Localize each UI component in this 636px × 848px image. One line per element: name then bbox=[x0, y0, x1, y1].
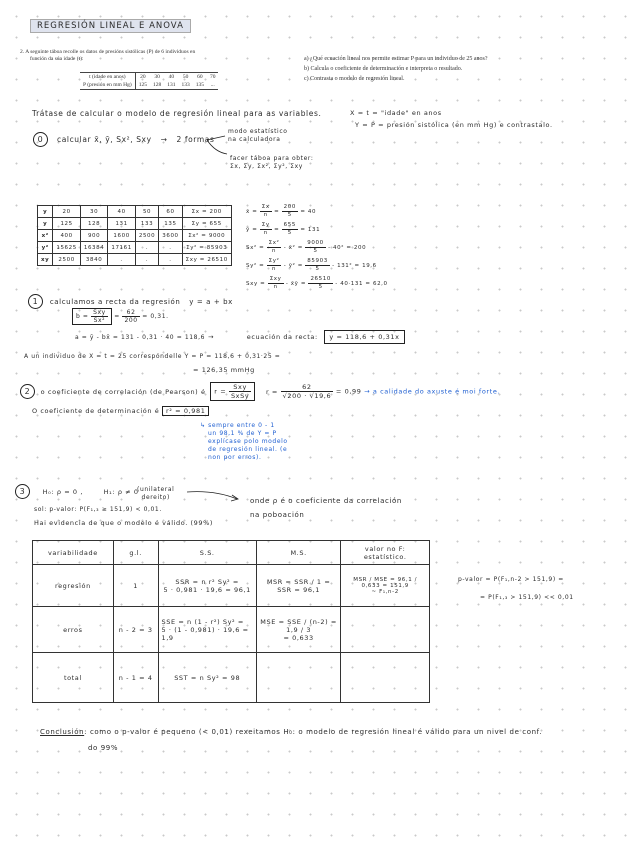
ybar-lhs: ȳ = bbox=[246, 227, 258, 233]
xbar-formula bbox=[246, 204, 388, 219]
t-value: 50 bbox=[182, 74, 189, 80]
denominator: 5 bbox=[318, 284, 323, 290]
numerator: 26510 bbox=[310, 276, 331, 282]
p-value: 133 bbox=[181, 82, 190, 88]
way1-line1: modo estatístico bbox=[228, 128, 288, 135]
rho-note bbox=[250, 494, 402, 522]
b-lhs: b = bbox=[76, 313, 89, 320]
sxy-formula bbox=[246, 276, 388, 291]
p-value: 135 bbox=[195, 82, 204, 88]
denominator: n bbox=[273, 284, 278, 290]
numerator: 85903 bbox=[307, 258, 328, 264]
variable-y: Y = P = presión sistólica (en mm Hg) e contrastalo. bbox=[355, 121, 553, 129]
anova-gl: 1 bbox=[113, 565, 158, 607]
p-value-line-2: = P(F₁,₃ > 151,9) << 0,01 bbox=[480, 594, 574, 601]
r-result: = 0,99 bbox=[335, 387, 362, 396]
denominator: 5 bbox=[287, 212, 292, 218]
solution: sol: p-valor: P(F₁,₃ ≥ 151,9) < 0,01. bbox=[34, 506, 162, 513]
statement-line-1: 2. A seguinte táboa recolle os datos de presións sistólicas (P) de 6 individuos en bbox=[20, 49, 196, 55]
intro-line: Trátase de calcular o modelo de regresión lineal para as variables. bbox=[32, 109, 322, 118]
equals: = bbox=[274, 227, 280, 233]
cell: 50 bbox=[135, 206, 158, 218]
denominator: 200 bbox=[124, 317, 138, 324]
sy2-mid: - ȳ² = bbox=[283, 263, 303, 269]
anova-header: variabilidade bbox=[33, 541, 114, 565]
cell: 1600 bbox=[108, 230, 136, 242]
step0-number: 0 bbox=[33, 132, 48, 147]
problem-table bbox=[80, 72, 218, 90]
problem-table-row bbox=[80, 81, 218, 90]
numerator: Σx² bbox=[268, 240, 280, 246]
calc-row bbox=[38, 230, 232, 242]
cell: . bbox=[159, 242, 182, 254]
cell: 135 bbox=[159, 218, 182, 230]
det-note-3: explícase polo modelo bbox=[208, 438, 288, 445]
ybar-formula bbox=[246, 222, 388, 237]
problem-questions bbox=[304, 54, 488, 84]
problem-table-row bbox=[80, 73, 218, 82]
numerator: Σy bbox=[261, 222, 270, 228]
fraction bbox=[282, 222, 298, 237]
f-line: MSR / MSE = 96,1 / 0,633 = 151,9 bbox=[353, 576, 418, 589]
b-box bbox=[72, 308, 112, 325]
fraction bbox=[305, 240, 325, 255]
anova-header: S.S. bbox=[158, 541, 256, 565]
recta-box: y = 118,6 + 0,31x bbox=[324, 330, 404, 344]
det-note-2: un 98,1 % de Y = P bbox=[208, 430, 277, 437]
anova-row-regression bbox=[33, 565, 430, 607]
p-value-note bbox=[458, 571, 574, 607]
recta bbox=[208, 330, 405, 344]
cell: . bbox=[108, 254, 136, 266]
denominator: 5 bbox=[287, 230, 292, 236]
cell: y bbox=[38, 206, 53, 218]
anova-ss bbox=[158, 607, 256, 653]
ss-line: 5 · (1 - 0,981) · 19,6 = bbox=[161, 625, 249, 634]
p-value: 131 bbox=[167, 82, 176, 88]
numerator: 62 bbox=[122, 309, 139, 317]
step1 bbox=[28, 294, 233, 309]
fraction bbox=[308, 276, 333, 291]
regression-formula: y = a + bx bbox=[189, 298, 233, 306]
way2-line1: facer táboa para obter: bbox=[230, 155, 314, 162]
numerator: Sxy bbox=[229, 383, 251, 392]
denominator: √200 · √19,6 bbox=[282, 392, 332, 400]
cell: y² bbox=[38, 242, 53, 254]
ms-line: MSE = SSE / (n-2) = 1,9 / 3 bbox=[260, 617, 337, 634]
denominator: 5 bbox=[315, 266, 320, 272]
numerator: 62 bbox=[281, 383, 334, 392]
sy2-formula bbox=[246, 258, 388, 273]
det-note-4: de regresión lineal. (e bbox=[208, 446, 288, 453]
anova-gl: n - 1 = 4 bbox=[113, 653, 158, 703]
calc-row bbox=[38, 206, 232, 218]
denominator: n bbox=[272, 248, 277, 254]
determination bbox=[32, 406, 209, 416]
arrow-icon: → bbox=[208, 333, 215, 341]
cell: 131 bbox=[108, 218, 136, 230]
fraction bbox=[267, 240, 282, 255]
h1-note-2: dereito) bbox=[141, 494, 170, 501]
problem-statement bbox=[20, 49, 260, 63]
cell: . bbox=[135, 254, 158, 266]
t-value: 30 bbox=[154, 74, 160, 80]
step0 bbox=[33, 132, 214, 147]
equals: = bbox=[114, 313, 120, 320]
p-value-line-1: p-valor = P(F₁,n-2 > 151,9) = bbox=[458, 576, 564, 583]
cell: 125 bbox=[53, 218, 81, 230]
cell: 60 bbox=[159, 206, 182, 218]
cell: 17161 bbox=[108, 242, 136, 254]
xbar-result: = 40 bbox=[300, 209, 317, 215]
cell: 3600 bbox=[159, 230, 182, 242]
r-note: → a calidade do axuste é moi forte. bbox=[364, 387, 501, 396]
anova-ms-empty bbox=[256, 653, 340, 703]
cell: 40 bbox=[108, 206, 136, 218]
sy2-lhs: Sy² = bbox=[246, 263, 265, 269]
step0-text: calcular x̄, ȳ, Sx², Sxy bbox=[56, 135, 152, 144]
fraction bbox=[260, 204, 272, 219]
h1-note bbox=[137, 486, 174, 502]
numerator: Σx bbox=[261, 204, 270, 210]
p-value: 125 bbox=[138, 82, 147, 88]
fraction bbox=[281, 383, 334, 400]
estimate-result: = 126,35 mmHg bbox=[193, 366, 255, 374]
branch-arrows-icon bbox=[205, 132, 229, 158]
conclusion bbox=[40, 724, 605, 756]
det-note bbox=[200, 422, 288, 462]
way1 bbox=[228, 128, 287, 144]
det-note-5: non por erros). bbox=[208, 454, 262, 461]
cell: 2500 bbox=[135, 230, 158, 242]
anova-label: erros bbox=[33, 607, 114, 653]
sx2-result: - 40² = 200 bbox=[328, 245, 367, 251]
statement-line-2: función da súa idade (t): bbox=[30, 56, 84, 62]
anova-ms bbox=[256, 607, 340, 653]
anova-label: total bbox=[33, 653, 114, 703]
cell: 400 bbox=[53, 230, 81, 242]
page-title bbox=[30, 19, 191, 33]
fraction bbox=[260, 222, 272, 237]
anova-f-empty bbox=[341, 653, 430, 703]
conclusion-text: : como o p-valor é pequeno (< 0,01) rexeitamos H₀: o modelo de regresión lineal é válido para un nivel de conf. bbox=[84, 728, 543, 736]
anova-ss: SST = n Sy² = 98 bbox=[158, 653, 256, 703]
stats-block bbox=[246, 204, 388, 291]
cell: y bbox=[38, 218, 53, 230]
conclusion-text-2: do 99% bbox=[88, 744, 119, 752]
step3 bbox=[15, 484, 139, 499]
anova-row-total bbox=[33, 653, 430, 703]
title-text: REGRESIÓN LINEAL E ANOVA bbox=[37, 21, 184, 31]
t-value: 20 bbox=[140, 74, 146, 80]
cell: 16384 bbox=[80, 242, 108, 254]
h1-note-1: (unilateral bbox=[137, 486, 175, 493]
cell: Σy² = 85903 bbox=[182, 242, 231, 254]
f-line: ~ F₁,n-2 bbox=[371, 588, 399, 595]
h1: H₁: ρ ≠ 0 bbox=[103, 488, 139, 496]
way2-line2: Σx, Σy, Σx², Σy², Σxy bbox=[230, 163, 303, 170]
problem-table-label: t (idade en anos) bbox=[80, 73, 135, 82]
fraction bbox=[91, 309, 108, 324]
cell: 20 bbox=[53, 206, 81, 218]
step1-number: 1 bbox=[28, 294, 43, 309]
fraction bbox=[267, 258, 282, 273]
cell: . bbox=[159, 254, 182, 266]
fraction bbox=[305, 258, 330, 273]
numerator: Σy² bbox=[268, 258, 280, 264]
cell: Σxy = 26510 bbox=[182, 254, 231, 266]
ybar-result: = 131 bbox=[300, 227, 321, 233]
r-box bbox=[210, 382, 255, 401]
variable-x: X = t = "idade" en anos bbox=[350, 109, 442, 117]
calc-row bbox=[38, 242, 232, 254]
det-box: r² = 0,981 bbox=[162, 406, 209, 416]
ss-line: SSE = n (1 - r²) Sy² = bbox=[161, 617, 244, 626]
calc-table bbox=[37, 205, 232, 266]
sxy-lhs: Sxy = bbox=[246, 281, 266, 287]
numerator: 200 bbox=[283, 204, 296, 210]
a-formula: a = ȳ - bx̄ = 131 - 0,31 · 40 = 118,6 bbox=[75, 334, 206, 341]
denominator: SxSy bbox=[230, 392, 250, 400]
ms-line: MSR = SSR / 1 = bbox=[266, 577, 331, 586]
p-value: ... bbox=[210, 82, 215, 88]
cell: 15625 bbox=[53, 242, 81, 254]
calc-row bbox=[38, 254, 232, 266]
anova-f-empty bbox=[341, 607, 430, 653]
anova-ss bbox=[158, 565, 256, 607]
anova-header: M.S. bbox=[256, 541, 340, 565]
sxy-result: - 40·131 = 62,0 bbox=[335, 281, 388, 287]
cell: 900 bbox=[80, 230, 108, 242]
step2 bbox=[20, 382, 500, 401]
b-formula bbox=[72, 308, 169, 325]
step2-text: o coeficiente de correlación (de Pearson) é bbox=[40, 387, 206, 396]
b-result: = 0,31. bbox=[142, 313, 169, 320]
conclusion-label: Conclusión bbox=[40, 728, 85, 736]
denominator: 5 bbox=[313, 248, 318, 254]
cell: Σy = 655 bbox=[182, 218, 231, 230]
sy2-result: - 131² = 19,6 bbox=[332, 263, 377, 269]
problem-table-label: P (presión en mm Hg) bbox=[80, 81, 135, 90]
cell: xy bbox=[38, 254, 53, 266]
denominator: n bbox=[263, 212, 268, 218]
cell: . bbox=[135, 242, 158, 254]
r-lhs: r = bbox=[214, 387, 227, 396]
t-value: 70 bbox=[209, 74, 216, 80]
step2-number: 2 bbox=[20, 384, 35, 399]
sx2-formula bbox=[246, 240, 388, 255]
cell: x² bbox=[38, 230, 53, 242]
recta-label: ecuación da recta: bbox=[246, 333, 318, 341]
anova-header: valor no F: estatístico. bbox=[341, 541, 430, 565]
arrow-icon: → bbox=[160, 135, 168, 144]
cell: 2500 bbox=[53, 254, 81, 266]
t-value: 40 bbox=[168, 74, 175, 80]
sx2-lhs: Sx² = bbox=[246, 245, 265, 251]
evidence: Hai evidencia de que o modelo é válido. (99%) bbox=[34, 519, 214, 527]
cell: Σx = 200 bbox=[182, 206, 231, 218]
fraction bbox=[122, 309, 139, 324]
anova-label: regresión bbox=[33, 565, 114, 607]
numerator: Σxy bbox=[269, 276, 282, 282]
question-b: b) Calcula o coeficiente de determinación e interpreta o resultado. bbox=[304, 66, 463, 72]
ms-line: SSR = 96,1 bbox=[277, 585, 321, 594]
p-value: 128 bbox=[152, 82, 162, 88]
numerator: Sxy bbox=[93, 309, 106, 316]
cell: Σx² = 9000 bbox=[182, 230, 231, 242]
cell: 3840 bbox=[80, 254, 108, 266]
anova-header: g.l. bbox=[113, 541, 158, 565]
question-c: c) Contrasta o modelo de regresión lineal. bbox=[304, 76, 405, 82]
two-ways-text: 2 formas bbox=[176, 135, 215, 144]
sxy-mid: - x̄ȳ = bbox=[285, 281, 307, 287]
xbar-lhs: x̄ = bbox=[246, 209, 258, 215]
way1-line2: na calculadora bbox=[228, 136, 281, 143]
det-note-1: ↳ sempre entre 0 - 1 bbox=[200, 422, 275, 429]
det-text: O coeficiente de determinación é bbox=[32, 407, 160, 415]
fraction bbox=[229, 383, 251, 400]
anova-ms bbox=[256, 565, 340, 607]
cell: 128 bbox=[80, 218, 108, 230]
way2 bbox=[230, 155, 314, 171]
denominator: Sx² bbox=[93, 317, 106, 324]
fraction bbox=[282, 204, 298, 219]
anova-header-row bbox=[33, 541, 430, 565]
rho-note-2: na poboación bbox=[250, 511, 305, 519]
denominator: n bbox=[272, 266, 277, 272]
rho-note-1: onde ρ é o coeficiente da correlación bbox=[250, 497, 402, 505]
arrow-icon bbox=[185, 488, 245, 504]
fraction bbox=[268, 276, 284, 291]
numerator: 9000 bbox=[307, 240, 324, 246]
anova-f bbox=[341, 565, 430, 607]
r-eq: r = bbox=[265, 387, 278, 396]
numerator: 655 bbox=[283, 222, 296, 228]
denominator: n bbox=[263, 230, 268, 236]
sx2-mid: - x̄² = bbox=[283, 245, 303, 251]
ss-line: 1,9 bbox=[161, 633, 174, 642]
question-a: a) ¿Qué ecuación lineal nos permite estimar P para un individuo de 25 anos? bbox=[304, 56, 488, 62]
ss-line: SSR = n r² Sy² = bbox=[175, 577, 239, 586]
ms-line: = 0,633 bbox=[283, 633, 314, 642]
t-value: 60 bbox=[197, 74, 203, 80]
h0: H₀: ρ = 0 , bbox=[42, 488, 83, 496]
step1-text: calculamos a recta da regresión bbox=[49, 298, 181, 306]
cell: 30 bbox=[80, 206, 108, 218]
anova-row-errors bbox=[33, 607, 430, 653]
equals: = bbox=[274, 209, 280, 215]
individual-estimate: A un individuo de X = t = 25 correspóndelle Y = P = 118,6 + 0,31·25 = bbox=[24, 353, 281, 360]
anova-gl: n - 2 = 3 bbox=[113, 607, 158, 653]
anova-table bbox=[32, 540, 430, 703]
calc-row bbox=[38, 218, 232, 230]
step3-number: 3 bbox=[15, 484, 30, 499]
cell: 133 bbox=[135, 218, 158, 230]
ss-line: 5 · 0,981 · 19,6 = 96,1 bbox=[163, 585, 251, 594]
